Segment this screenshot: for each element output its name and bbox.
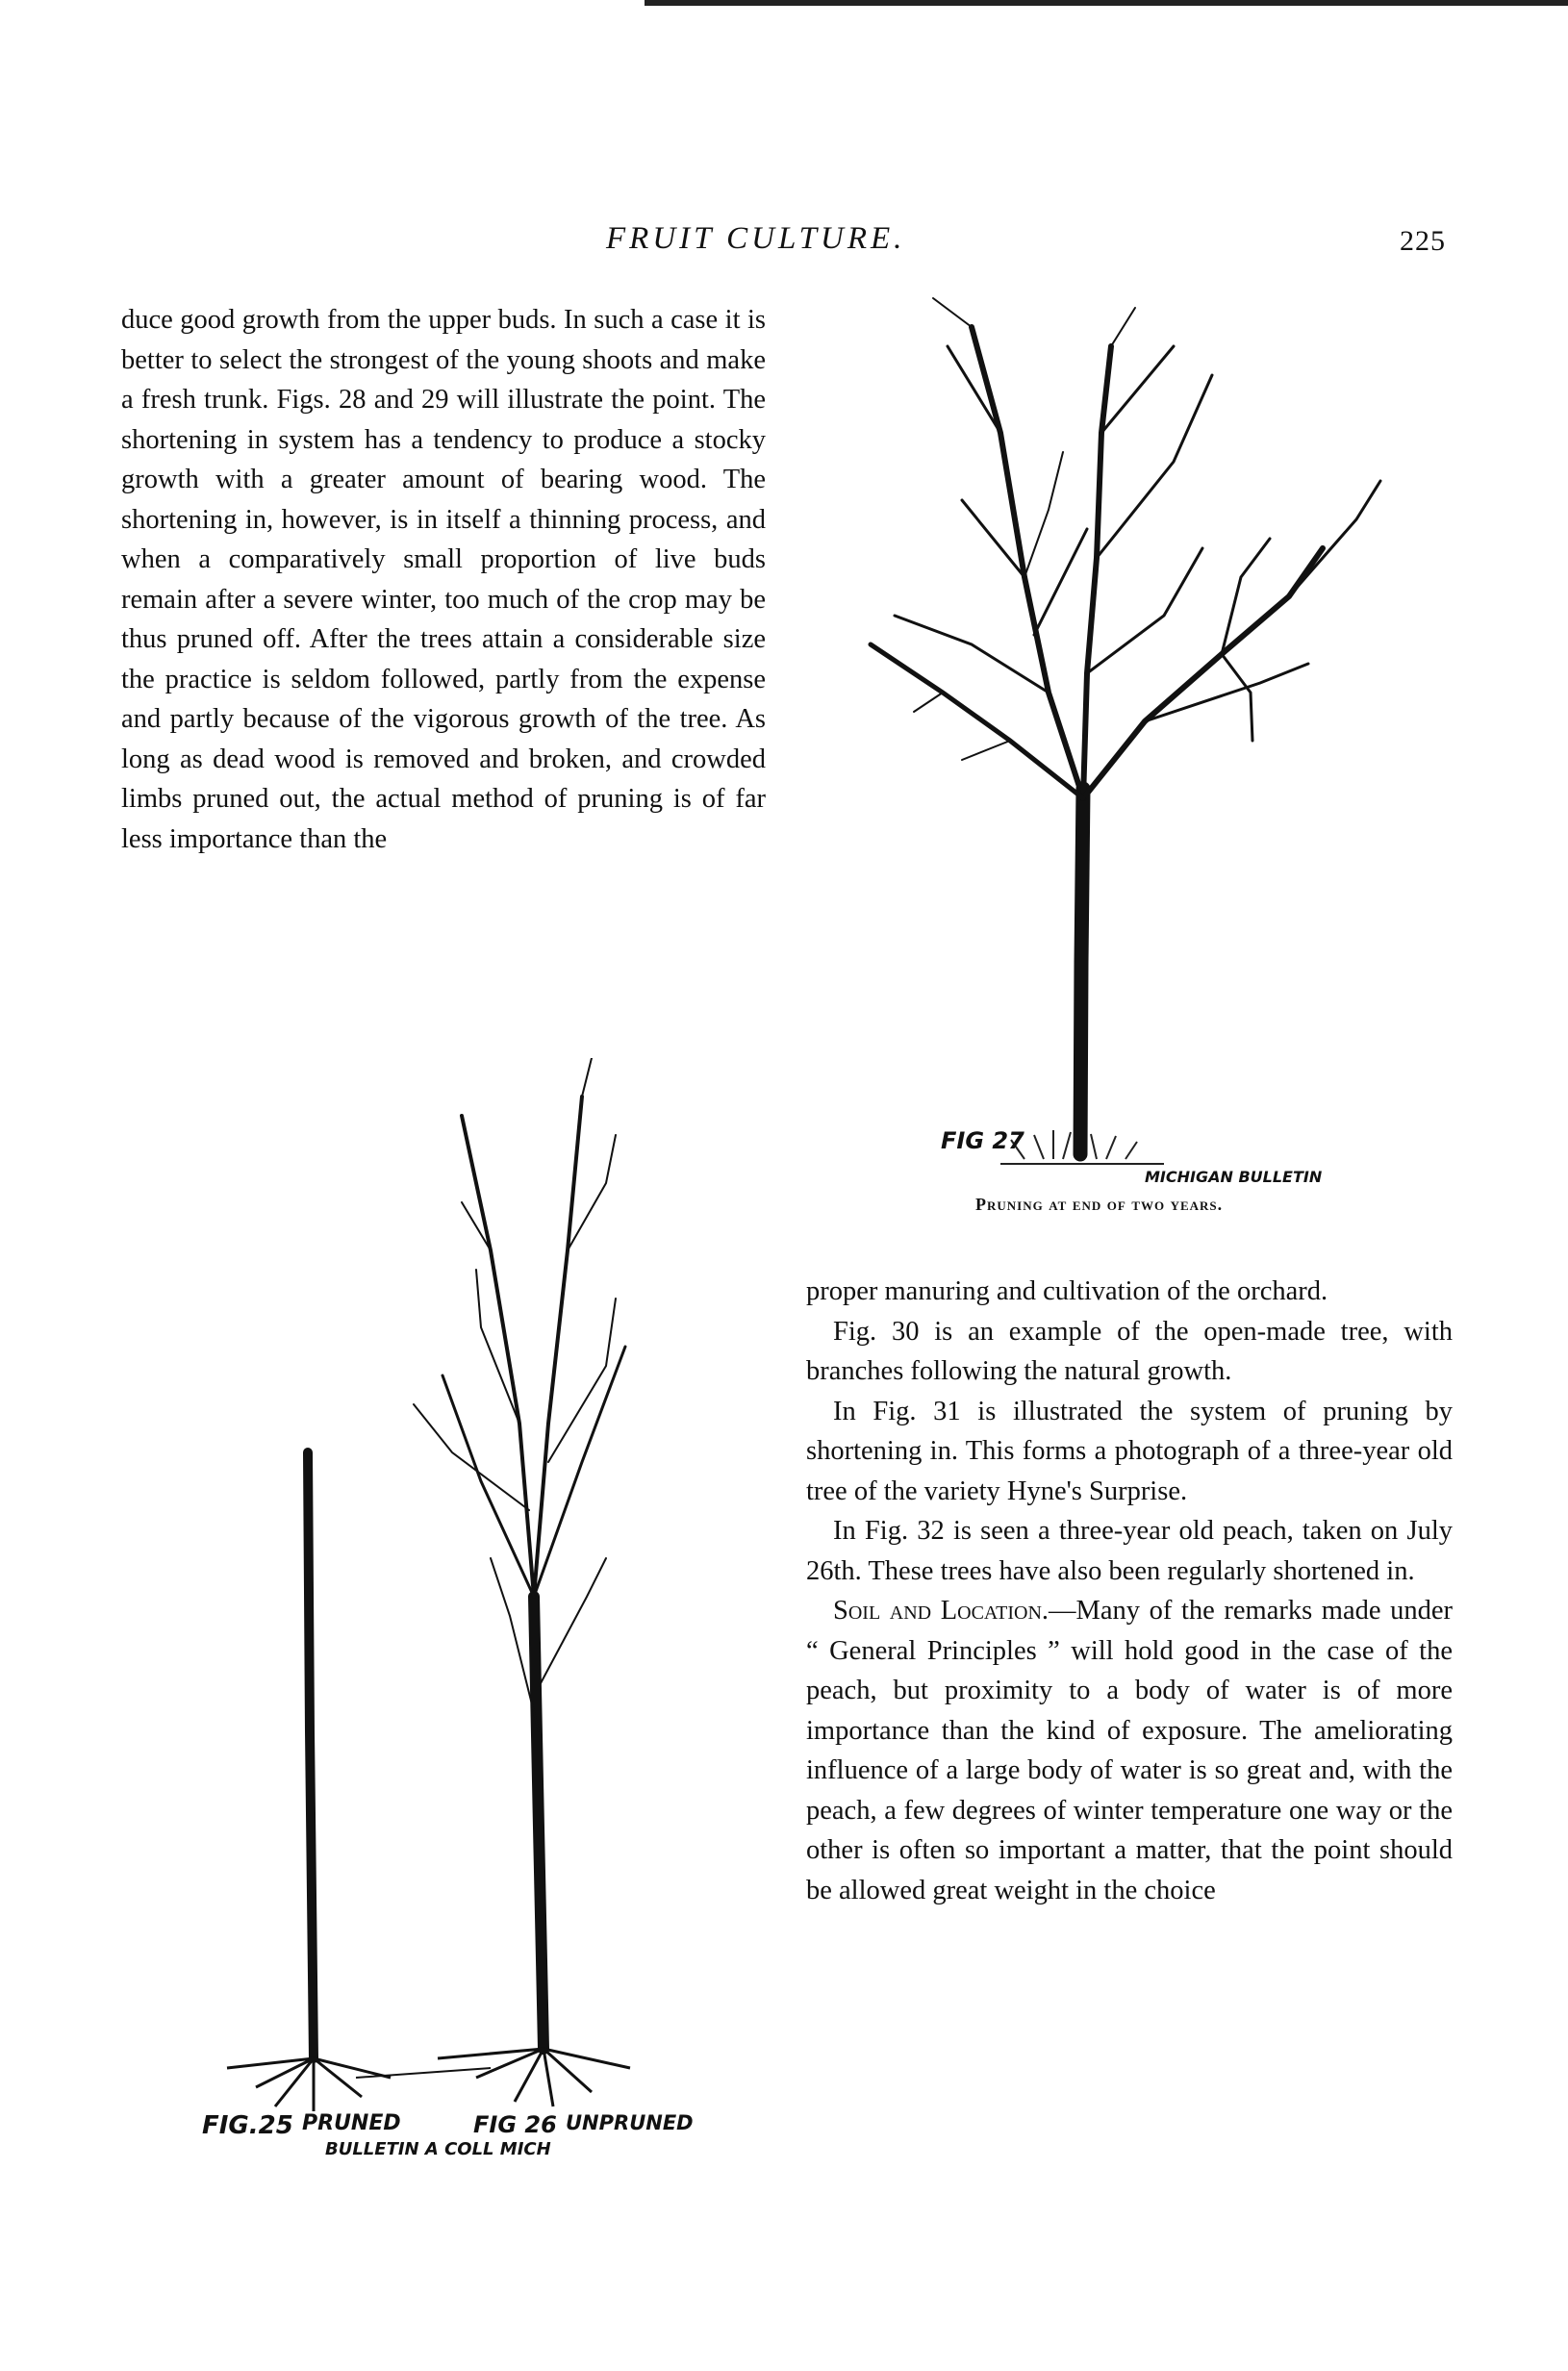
top-rule: [645, 0, 1568, 6]
figure-25-26-credit: BULLETIN A COLL MICH: [325, 2139, 551, 2159]
right-paragraph-1: proper manuring and cultivation of the orchard.: [806, 1276, 1328, 1306]
figure-27-credit: MICHIGAN BULLETIN: [1145, 1168, 1323, 1186]
figure-27-tree-illustration: [856, 289, 1395, 1250]
figure-25-26: [202, 1058, 702, 2174]
figure-26-note: UNPRUNED: [566, 2111, 694, 2134]
figure-25-label: FIG.25: [202, 2111, 293, 2140]
figure-27-label: FIG 27: [941, 1127, 1024, 1154]
left-column: [121, 300, 766, 859]
right-paragraph-3: In Fig. 31 is illustrated the system of pruning by shortening in. This forms a photograph of a three-year old tree of the variety Hyne's Surprise.: [806, 1396, 1453, 1506]
section-heading-soil-location: Soil and Location.: [833, 1596, 1050, 1626]
figure-27: [856, 289, 1395, 1250]
right-paragraph-5: [806, 1591, 1453, 1910]
figure-25-note: PRUNED: [302, 2111, 401, 2135]
running-head: [0, 221, 1568, 260]
figure-25-26-tree-illustration: [202, 1058, 702, 2174]
right-paragraph-2: Fig. 30 is an example of the open-made tree, with branches following the natural growth.: [806, 1316, 1453, 1386]
figure-26-label: FIG 26: [473, 2111, 557, 2138]
section-body-soil-location: —Many of the remarks made under “ General Principles ” will hold good in the case of the peach, but proximity to a body of water is of more importance than the kind of exposure. The ameliorating influence of a large body of water is so great and, with the peach, a few degrees of winter temperature one way or the other is often so important a matter, that the point should be allowed great weight in the choice: [806, 1596, 1454, 1905]
right-column: [806, 1272, 1453, 1910]
page-number: 225: [1400, 225, 1446, 257]
left-paragraph: duce good growth from the upper buds. In such a case it is better to select the strongest of the young shoots and make a fresh trunk. Figs. 28 and 29 will illustrate the point. The shortening in system has a tendency to produce a stocky growth with a greater amount of bearing wood. The shortening in, however, is in itself a thinning process, and when a comparatively small proportion of live buds remain after a severe winter, too much of the crop may be thus pruned off. After the trees attain a considerable size the practice is seldom followed, partly from the expense and partly because of the vigorous growth of the tree. As long as dead wood is removed and broken, and crowded limbs pruned out, the actual method of pruning is of far less importance than the: [121, 305, 766, 854]
running-head-title: FRUIT CULTURE.: [606, 221, 906, 256]
figure-27-caption: Pruning at end of two years.: [975, 1195, 1224, 1214]
right-paragraph-4: In Fig. 32 is seen a three-year old peach, taken on July 26th. These trees have also been regularly shortened in.: [806, 1516, 1453, 1586]
